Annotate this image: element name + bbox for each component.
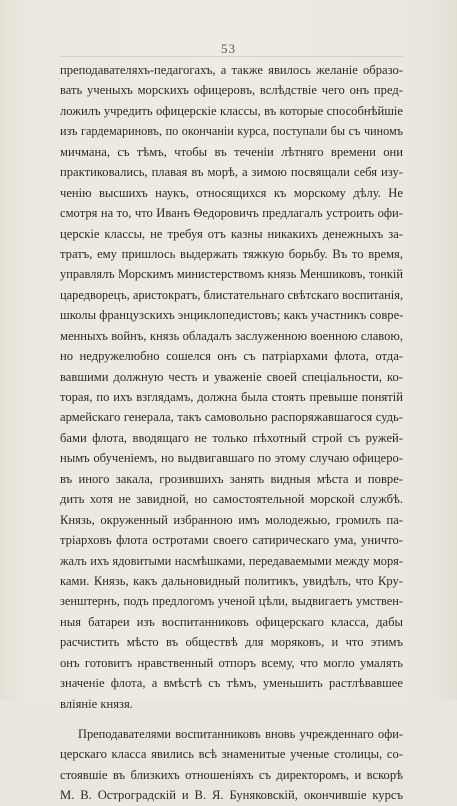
text-line: торая, по ихъ взглядамъ, должна была стоять превыше понятiй xyxy=(60,390,403,404)
text-line: зенштернъ, подъ предлогомъ ученой цѣли, выдвигаетъ умствен- xyxy=(60,594,403,609)
text-line: М. В. Остроградскiй и В. Я. Буняковскiй, окончившiе курсъ xyxy=(60,788,403,803)
text-line: церскаго класса явились всѣ знаменитые ученые столицы, со- xyxy=(60,747,403,762)
body-text xyxy=(60,60,403,806)
text-line: изъ гардемариновъ, по окончанiи курса, поступали бы съ чиномъ xyxy=(60,124,403,139)
text-line: ченiю высшихъ наукъ, относящихся къ морскому дѣлу. Не xyxy=(60,185,403,200)
page-number: 53 xyxy=(221,41,236,56)
text-line: управлялъ Морскимъ министерствомъ князь Меншиковъ, тонкiй xyxy=(60,267,403,282)
text-line: бами флота, вводящаго не только пѣхотный строй съ ружей- xyxy=(60,430,403,445)
paragraph-gap xyxy=(60,714,403,724)
text-line: школы французскихъ энциклопедистовъ; какъ участникъ совре- xyxy=(60,308,404,323)
text-line: но недружелюбно сошелся онъ съ патрiархами флота, отда- xyxy=(60,349,403,364)
text-line: менныхъ войнъ, князь обладалъ заслуженною военною славою, xyxy=(60,328,403,343)
paragraph-2 xyxy=(60,724,403,806)
text-line: ложилъ учредить офицерскiе классы, въ которые способнѣйшiе xyxy=(60,103,403,118)
text-line: преподавателяхъ-педагогахъ, а также явилось желанiе образо- xyxy=(60,63,403,77)
text-line: стоявшiе въ близкихъ отношенiяхъ съ директоромъ, и вскорѣ xyxy=(60,767,403,782)
text-line: жалъ ихъ ядовитыми насмѣшками, передаваемыми между моря- xyxy=(60,553,403,568)
text-line: царедворецъ, аристократъ, блистательнаго свѣтскаго воспитанiя, xyxy=(60,287,404,302)
text-line: армейскаго генерала, такъ самовольно распоряжавшагося судь- xyxy=(60,410,403,425)
text-line: практиковались, плавая въ морѣ, а зимою посвящали себя изу- xyxy=(60,165,403,180)
text-line: ныя батареи изъ воспитанниковъ офицерскаго класса, дабы xyxy=(60,614,403,629)
text-line: въ иного закала, грозившихъ занять видныя мѣста и повре- xyxy=(60,471,403,486)
text-line: смотря на то, что Иванъ Ѳедоровичъ предлагалъ устроить офи- xyxy=(60,206,403,221)
text-line: тратъ, ему пришлось выдержать тяжкую борьбу. Въ то время, xyxy=(60,246,403,261)
text-line: значенiе флота, а вмѣстѣ съ тѣмъ, уменьшить растлѣвавшее xyxy=(60,676,403,691)
paragraph-1 xyxy=(60,60,403,714)
text-line: трiарховъ флота остротами своего сатирическаго ума, уничто- xyxy=(60,533,403,548)
text-line: влiянiе князя. xyxy=(60,696,133,711)
text-line: мичмана, съ тѣмъ, чтобы въ теченiи лѣтняго времени они xyxy=(60,144,403,159)
text-line: дить хотя не завидной, но самостоятельной морской службѣ. xyxy=(60,492,403,507)
text-line: ками. Князь, какъ дальновидный политикъ, увидѣлъ, что Кру- xyxy=(60,573,403,588)
text-line: расчистить мѣсто въ обществѣ для моряковъ, и что этимъ xyxy=(60,635,403,650)
text-line: вавшими должную честь и уваженiе своей спецiальности, ко- xyxy=(60,369,403,384)
text-line: Преподавателями воспитанниковъ вновь учрежденнаго офи- xyxy=(78,727,403,741)
text-line: Князь, окруженный избранною имъ молодежью, громилъ па- xyxy=(60,512,403,527)
text-line: онъ готовитъ нравственный отпоръ всему, что могло умалять xyxy=(60,655,403,670)
text-line: нымъ обученiемъ, но выдвигавшаго по этому случаю офицеро- xyxy=(60,451,403,466)
text-line: вать ученыхъ морскихъ офицеровъ, вслѣдствiе чего онъ пред- xyxy=(60,83,403,98)
text-line: церскiе классы, не требуя отъ казны никакихъ денежныхъ за- xyxy=(60,226,403,241)
header-rule xyxy=(60,56,403,57)
